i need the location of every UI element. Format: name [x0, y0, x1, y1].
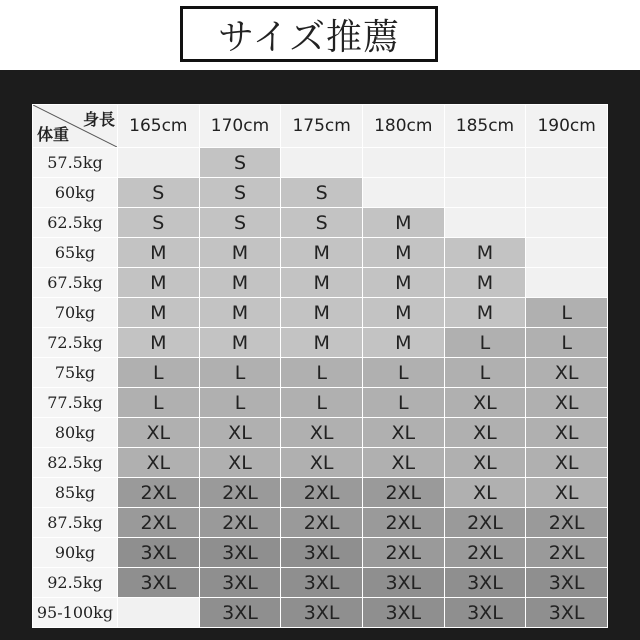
size-cell: XL: [199, 418, 281, 448]
table-row: [33, 358, 608, 388]
size-cell: XL: [281, 448, 363, 478]
size-cell: M: [444, 268, 526, 298]
size-cell: 2XL: [281, 478, 363, 508]
size-cell: XL: [362, 418, 444, 448]
height-header: 190cm: [526, 105, 608, 148]
weight-label: 70kg: [33, 298, 118, 328]
weight-label: 72.5kg: [33, 328, 118, 358]
size-cell: XL: [444, 418, 526, 448]
size-cell: 3XL: [281, 568, 363, 598]
size-cell: L: [444, 358, 526, 388]
size-cell: XL: [281, 418, 363, 448]
table-row: [33, 178, 608, 208]
size-cell: L: [362, 388, 444, 418]
size-cell: 2XL: [526, 538, 608, 568]
size-cell: M: [281, 268, 363, 298]
weight-label: 77.5kg: [33, 388, 118, 418]
size-cell: L: [199, 388, 281, 418]
size-cell: M: [362, 208, 444, 238]
size-cell: 2XL: [199, 508, 281, 538]
table-row: [33, 268, 608, 298]
size-cell: 2XL: [526, 508, 608, 538]
height-header: 170cm: [199, 105, 281, 148]
size-cell: 3XL: [362, 598, 444, 628]
weight-label: 92.5kg: [33, 568, 118, 598]
size-cell: XL: [444, 448, 526, 478]
size-table-body: [33, 148, 608, 628]
weight-label: 67.5kg: [33, 268, 118, 298]
table-row: [33, 448, 608, 478]
weight-label: 57.5kg: [33, 148, 118, 178]
weight-label: 90kg: [33, 538, 118, 568]
size-cell: S: [281, 178, 363, 208]
size-cell: L: [526, 298, 608, 328]
size-cell: [526, 178, 608, 208]
weight-label: 82.5kg: [33, 448, 118, 478]
size-cell: 3XL: [526, 598, 608, 628]
weight-label: 87.5kg: [33, 508, 118, 538]
size-cell: M: [118, 238, 200, 268]
size-cell: [526, 238, 608, 268]
corner-cell: [33, 105, 118, 148]
weight-axis-label: 体重: [37, 125, 70, 144]
size-cell: M: [118, 268, 200, 298]
size-cell: M: [281, 298, 363, 328]
size-cell: XL: [444, 388, 526, 418]
size-cell: XL: [526, 388, 608, 418]
size-cell: 3XL: [199, 568, 281, 598]
size-cell: 2XL: [118, 478, 200, 508]
size-cell: M: [362, 268, 444, 298]
size-cell: L: [118, 388, 200, 418]
weight-label: 85kg: [33, 478, 118, 508]
size-cell: L: [118, 358, 200, 388]
size-cell: S: [199, 148, 281, 178]
weight-label: 75kg: [33, 358, 118, 388]
size-cell: [526, 268, 608, 298]
table-row: [33, 148, 608, 178]
size-cell: [444, 178, 526, 208]
size-cell: S: [281, 208, 363, 238]
size-cell: [118, 598, 200, 628]
size-cell: S: [199, 178, 281, 208]
size-cell: 2XL: [362, 508, 444, 538]
weight-label: 95-100kg: [33, 598, 118, 628]
size-cell: XL: [362, 448, 444, 478]
size-cell: M: [362, 238, 444, 268]
size-cell: 3XL: [118, 538, 200, 568]
size-cell: M: [444, 238, 526, 268]
size-cell: 2XL: [281, 508, 363, 538]
size-cell: M: [199, 268, 281, 298]
size-cell: 2XL: [444, 538, 526, 568]
size-cell: L: [281, 388, 363, 418]
size-cell: XL: [526, 418, 608, 448]
table-row: [33, 238, 608, 268]
size-cell: M: [281, 328, 363, 358]
table-row: [33, 208, 608, 238]
size-cell: 3XL: [281, 538, 363, 568]
size-cell: L: [444, 328, 526, 358]
weight-label: 60kg: [33, 178, 118, 208]
weight-label: 80kg: [33, 418, 118, 448]
size-cell: S: [118, 178, 200, 208]
size-cell: XL: [526, 478, 608, 508]
size-cell: XL: [444, 478, 526, 508]
size-cell: 2XL: [362, 478, 444, 508]
table-row: [33, 418, 608, 448]
size-cell: [362, 178, 444, 208]
size-cell: M: [118, 328, 200, 358]
height-header: 180cm: [362, 105, 444, 148]
weight-label: 65kg: [33, 238, 118, 268]
size-cell: 2XL: [362, 538, 444, 568]
size-cell: 2XL: [444, 508, 526, 538]
height-header: 175cm: [281, 105, 363, 148]
size-cell: XL: [118, 418, 200, 448]
size-cell: 2XL: [199, 478, 281, 508]
size-cell: 3XL: [526, 568, 608, 598]
size-cell: M: [362, 328, 444, 358]
size-cell: L: [362, 358, 444, 388]
size-table: [32, 104, 608, 628]
size-cell: [281, 148, 363, 178]
size-cell: L: [281, 358, 363, 388]
size-cell: M: [199, 298, 281, 328]
height-header: 165cm: [118, 105, 200, 148]
size-cell: [526, 148, 608, 178]
size-cell: M: [362, 298, 444, 328]
size-cell: [526, 208, 608, 238]
size-cell: L: [526, 328, 608, 358]
size-cell: S: [118, 208, 200, 238]
table-row: [33, 328, 608, 358]
size-cell: M: [281, 238, 363, 268]
table-row: [33, 478, 608, 508]
table-row: [33, 568, 608, 598]
table-row: [33, 508, 608, 538]
size-cell: M: [199, 238, 281, 268]
size-cell: 3XL: [362, 568, 444, 598]
header-row: [33, 105, 608, 148]
size-cell: XL: [118, 448, 200, 478]
size-cell: M: [118, 298, 200, 328]
weight-label: 62.5kg: [33, 208, 118, 238]
table-row: [33, 388, 608, 418]
size-cell: [444, 208, 526, 238]
height-axis-label: 身長: [82, 110, 115, 129]
table-row: [33, 538, 608, 568]
table-row: [33, 298, 608, 328]
size-cell: [362, 148, 444, 178]
height-header: 185cm: [444, 105, 526, 148]
size-cell: [444, 148, 526, 178]
size-cell: 2XL: [118, 508, 200, 538]
page-title: サイズ推薦: [217, 16, 401, 58]
size-cell: 3XL: [118, 568, 200, 598]
title-box: [180, 6, 438, 62]
size-cell: [118, 148, 200, 178]
size-cell: 3XL: [199, 538, 281, 568]
size-cell: XL: [526, 358, 608, 388]
size-cell: L: [199, 358, 281, 388]
table-row: [33, 598, 608, 628]
size-cell: 3XL: [199, 598, 281, 628]
size-cell: 3XL: [444, 568, 526, 598]
size-cell: XL: [526, 448, 608, 478]
size-cell: XL: [199, 448, 281, 478]
size-cell: 3XL: [281, 598, 363, 628]
size-cell: M: [444, 298, 526, 328]
size-cell: 3XL: [444, 598, 526, 628]
size-cell: M: [199, 328, 281, 358]
size-cell: S: [199, 208, 281, 238]
